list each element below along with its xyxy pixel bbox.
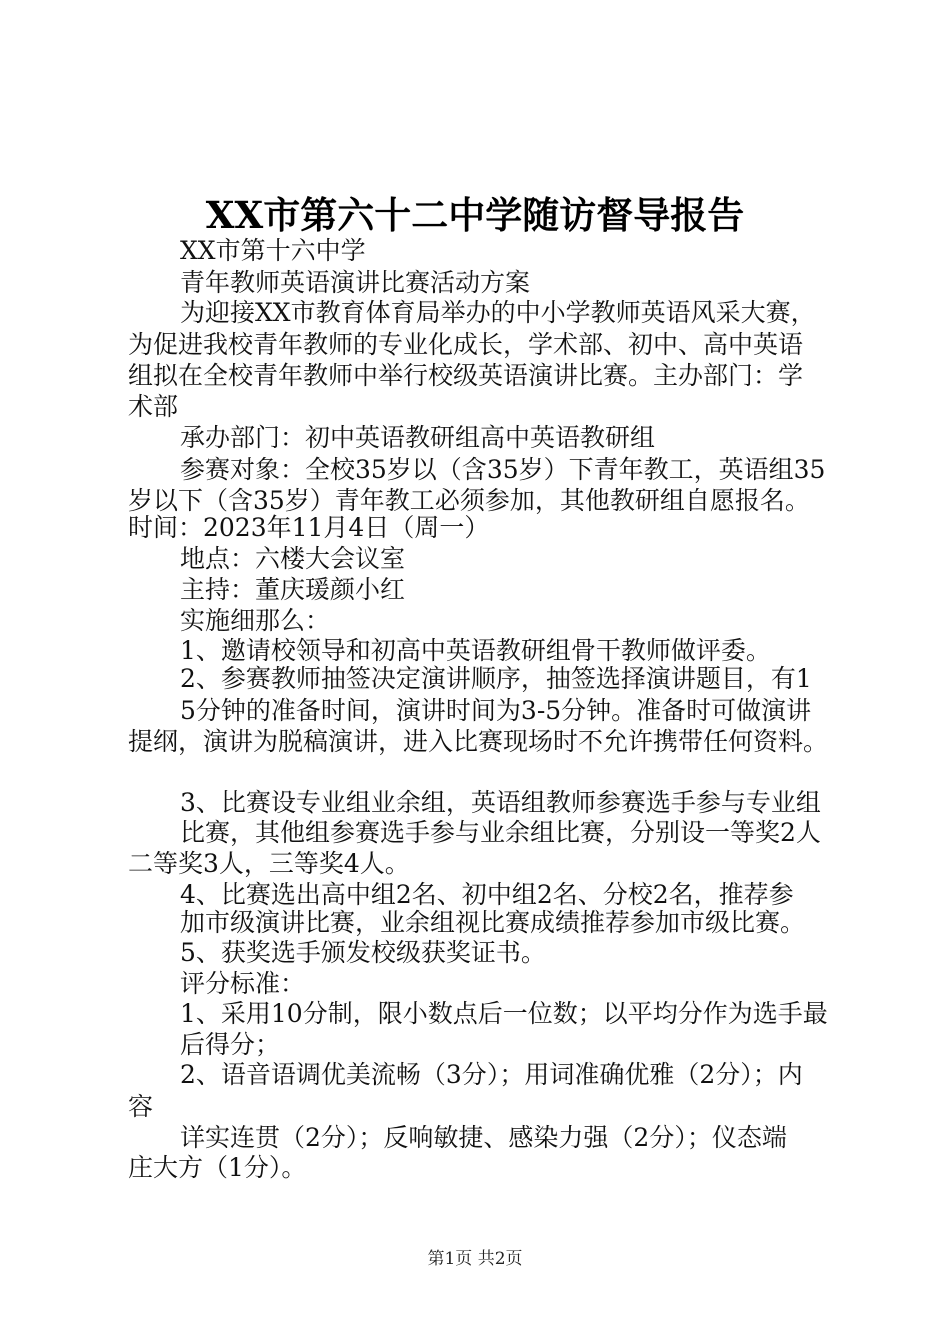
text-line: 为促进我校青年教师的专业化成长，学术部、初中、高中英语	[128, 330, 804, 359]
text-line: 1、采用10分制，限小数点后一位数；以平均分作为选手最	[180, 999, 828, 1028]
text-line: 青年教师英语演讲比赛活动方案	[180, 268, 531, 297]
text-line: 组拟在全校青年教师中举行校级英语演讲比赛。主办部门：学	[128, 361, 804, 390]
text-line: 详实连贯（2分）；反响敏捷、感染力强（2分）；仪态端	[180, 1123, 787, 1152]
text-line: XX市第十六中学	[180, 236, 366, 265]
page-footer: 第1页 共2页	[427, 1249, 523, 1269]
text-line: 评分标准：	[180, 969, 306, 998]
text-line: 比赛，其他组参赛选手参与业余组比赛，分别设一等奖2人	[180, 818, 821, 847]
text-line: 2、参赛教师抽签决定演讲顺序，抽签选择演讲题目，有1	[180, 664, 812, 693]
text-line: 4、比赛选出高中组2名、初中组2名、分校2名，推荐参	[180, 880, 794, 909]
text-line: 实施细那么：	[180, 606, 331, 635]
text-line: 参赛对象：全校35岁以（含35岁）下青年教工，英语组35	[180, 455, 826, 484]
text-line: 地点：六楼大会议室	[180, 544, 406, 573]
text-line: 5分钟的准备时间，演讲时间为3-5分钟。准备时可做演讲	[180, 696, 812, 725]
text-line: 容	[128, 1092, 154, 1121]
text-line: 岁以下（含35岁）青年教工必须参加，其他教研组自愿报名。	[128, 486, 810, 515]
text-line: 术部	[128, 392, 179, 421]
text-line: 二等奖3人，三等奖4人。	[128, 849, 410, 878]
text-line: 为迎接XX市教育体育局举办的中小学教师英语风采大赛，	[180, 298, 816, 327]
text-line: 5、获奖选手颁发校级获奖证书。	[180, 938, 546, 967]
text-line: 2、语音语调优美流畅（3分）；用词准确优雅（2分）；内	[180, 1060, 803, 1089]
text-line: 时间：2023年11月4日（周一）	[128, 513, 490, 542]
text-line: 加市级演讲比赛，业余组视比赛成绩推荐参加市级比赛。	[180, 908, 806, 937]
text-line: 1、邀请校领导和初高中英语教研组骨干教师做评委。	[180, 636, 771, 665]
text-line: 提纲，演讲为脱稿演讲，进入比赛现场时不允许携带任何资料。	[128, 727, 829, 756]
document-title: XX市第六十二中学随访督导报告	[205, 193, 745, 237]
text-line: 主持：董庆瑗颜小红	[180, 575, 406, 604]
text-line: 承办部门：初中英语教研组高中英语教研组	[180, 423, 656, 452]
text-line: 庄大方（1分）。	[128, 1153, 307, 1182]
text-line: 3、比赛设专业组业余组，英语组教师参赛选手参与专业组	[180, 788, 821, 817]
text-line: 后得分；	[180, 1030, 281, 1059]
